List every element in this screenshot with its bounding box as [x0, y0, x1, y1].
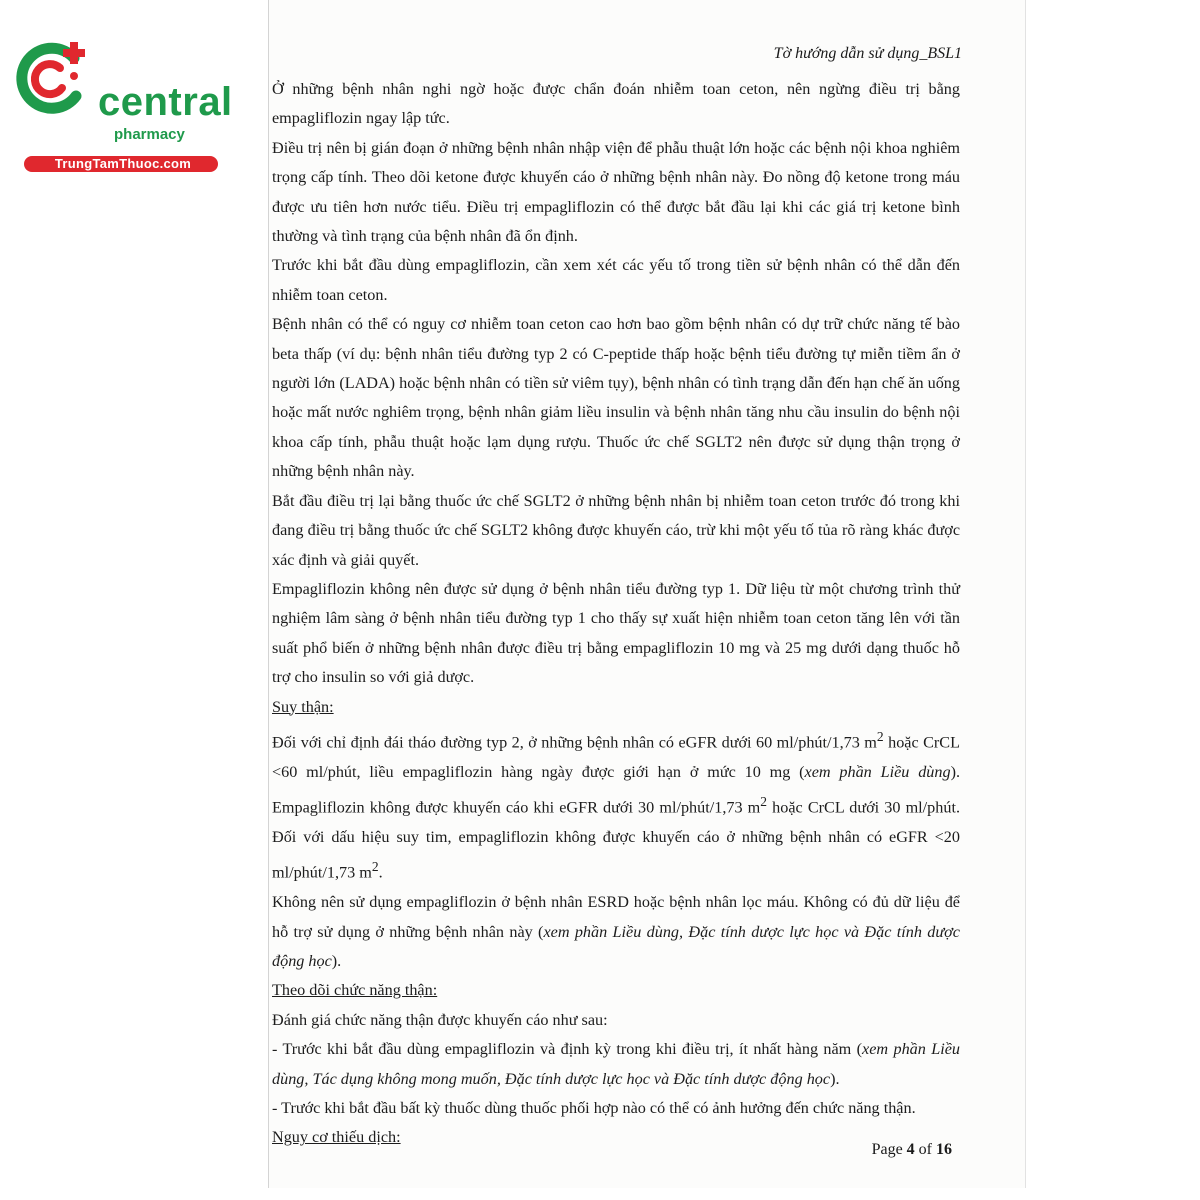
document-header: Tờ hướng dẫn sử dụng_BSL1 [773, 45, 962, 62]
section-heading-renal: Suy thận: [272, 697, 334, 716]
list-item: - Trước khi bắt đầu bất kỳ thuốc dùng thuốc phối hợp nào có thể có ảnh hưởng đến chức năng thận. [272, 1098, 916, 1117]
paragraph: Đánh giá chức năng thận được khuyến cáo như sau: [272, 1010, 608, 1029]
brand-logo[interactable] [10, 38, 233, 171]
paragraph: Bắt đầu điều trị lại bằng thuốc ức chế SGLT2 ở những bệnh nhân bị nhiễm toan ceton trước đó trong khi đang điều trị bằng thuốc ức chế SGLT2 không được khuyến cáo, trừ khi một yếu tố tủa rõ ràng khác được xác định và giải quyết. [272, 491, 960, 569]
section-heading-volume: Nguy cơ thiếu dịch: [272, 1128, 401, 1147]
list-item: - Trước khi bắt đầu dùng empagliflozin và định kỳ trong khi điều trị, ít nhất hàng năm (xem phần Liều dùng, Tác dụng không mong muốn, Đặc tính dược lực học và Đặc tính dược động học). [272, 1040, 960, 1088]
brand-site: TrungTamThuoc.com [54, 156, 192, 171]
page-number: Page 4 of 16 [871, 1141, 952, 1158]
paragraph: Không nên sử dụng empagliflozin ở bệnh nhân ESRD hoặc bệnh nhân lọc máu. Không có đủ dữ liệu để hỗ trợ sử dụng ở những bệnh nhân này (xem phần Liều dùng, Đặc tính dược lực học và Đặc tính dược động học). [272, 893, 960, 970]
paragraph: Đối với chỉ định đái tháo đường typ 2, ở những bệnh nhân có eGFR dưới 60 ml/phút/1,73 $m^2$ hoặc CrCL <60 ml/phút, liều empagliflozin hàng ngày được giới hạn ở mức 10 mg (xem phần Liều dùng). Empagliflozin không được khuyến cáo khi eGFR dưới 30 ml/phút/1,73 $m^2$ hoặc CrCL dưới 30 ml/phút. Đối với dấu hiệu suy tim, empagliflozin không được khuyến cáo ở những bệnh nhân có eGFR <20 ml/phút/1,73 $m^2$. [272, 728, 961, 882]
paragraph: Trước khi bắt đầu dùng empagliflozin, cần xem xét các yếu tố trong tiền sử bệnh nhân có thể dẫn đến nhiễm toan ceton. [272, 256, 960, 304]
paragraph: Empagliflozin không nên được sử dụng ở bệnh nhân tiểu đường typ 1. Dữ liệu từ một chương trình thử nghiệm lâm sàng ở bệnh nhân tiểu đường typ 1 cho thấy sự xuất hiện nhiễm toan ceton tăng lên với tần suất phổ biến ở những bệnh nhân được điều trị bằng empagliflozin 10 mg và 25 mg dưới dạng thuốc hỗ trợ cho insulin so với giả dược. [272, 579, 960, 687]
document-body [272, 75, 960, 1153]
brand-subtitle: pharmacy [114, 126, 185, 143]
section-heading-monitoring: Theo dõi chức năng thận: [272, 981, 438, 1000]
paragraph: Ở những bệnh nhân nghi ngờ hoặc được chẩn đoán nhiễm toan ceton, nên ngừng điều trị bằng empagliflozin ngay lập tức. [272, 80, 960, 128]
paragraph: Bệnh nhân có thể có nguy cơ nhiễm toan ceton cao hơn bao gồm bệnh nhân có dự trữ chức năng tế bào beta thấp (ví dụ: bệnh nhân tiểu đường typ 2 có C-peptide thấp hoặc bệnh tiểu đường tự miễn tiềm ẩn ở người lớn (LADA) hoặc bệnh nhân có tiền sử viêm tụy), bệnh nhân có tình trạng dẫn đến hạn chế ăn uống hoặc mất nước nghiêm trọng, bệnh nhân giảm liều insulin và bệnh nhân tăng nhu cầu insulin do bệnh nội khoa cấp tính, phẫu thuật hoặc lạm dụng rượu. Thuốc ức chế SGLT2 nên được sử dụng thận trọng ở những bệnh nhân này. [272, 315, 960, 481]
brand-name: central [98, 80, 233, 124]
paragraph: Điều trị nên bị gián đoạn ở những bệnh nhân nhập viện để phẫu thuật lớn hoặc các bệnh nội khoa nghiêm trọng cấp tính. Theo dõi ketone được khuyến cáo ở những bệnh nhân này. Đo nồng độ ketone trong máu được ưu tiên hơn nước tiểu. Điều trị empagliflozin có thể được bắt đầu lại khi các giá trị ketone bình thường và tình trạng của bệnh nhân đã ổn định. [272, 138, 960, 246]
central-pharmacy-logo-icon [10, 38, 94, 122]
